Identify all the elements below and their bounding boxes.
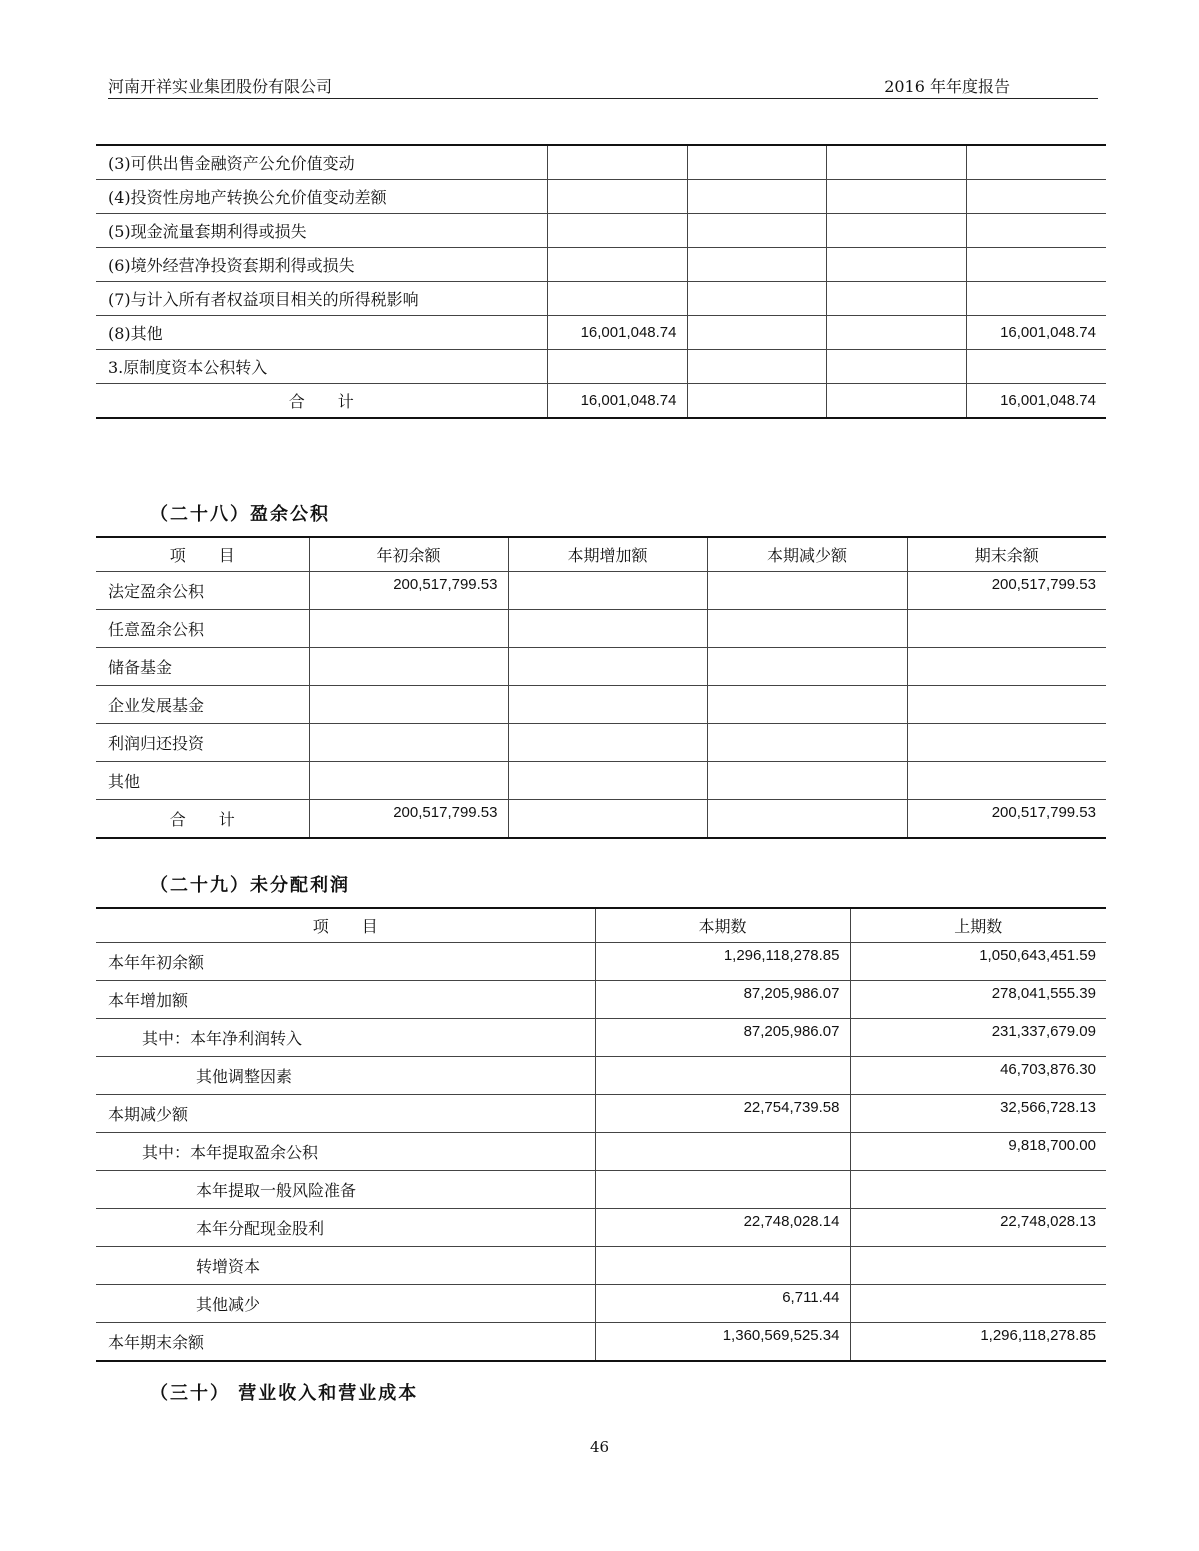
table-row bbox=[96, 1247, 1106, 1285]
table-row bbox=[96, 1285, 1106, 1323]
cell-value bbox=[826, 316, 966, 350]
table-header-row bbox=[96, 908, 1106, 943]
cell-value bbox=[850, 1247, 1106, 1285]
row-label: (6)境外经营净投资套期利得或损失 bbox=[96, 248, 547, 282]
cell-value: 278,041,555.39 bbox=[850, 981, 1106, 1019]
cell-value bbox=[309, 610, 508, 648]
cell-value bbox=[595, 1171, 850, 1209]
cell-value bbox=[826, 180, 966, 214]
cell-value bbox=[687, 248, 826, 282]
cell-value: 46,703,876.30 bbox=[850, 1057, 1106, 1095]
row-label: 转增资本 bbox=[96, 1247, 595, 1285]
table-row bbox=[96, 572, 1106, 610]
cell-value bbox=[508, 648, 707, 686]
table-row bbox=[96, 610, 1106, 648]
table-row bbox=[96, 724, 1106, 762]
cell-value bbox=[707, 648, 907, 686]
cell-value bbox=[547, 180, 687, 214]
cell-value: 32,566,728.13 bbox=[850, 1095, 1106, 1133]
cell-value bbox=[850, 1285, 1106, 1323]
cell-value: 1,296,118,278.85 bbox=[595, 943, 850, 981]
cell-value bbox=[850, 1171, 1106, 1209]
cell-value: 16,001,048.74 bbox=[547, 316, 687, 350]
cell-value bbox=[966, 214, 1106, 248]
page-number: 46 bbox=[589, 1438, 610, 1456]
cell-value bbox=[707, 800, 907, 839]
cell-value bbox=[707, 610, 907, 648]
column-header: 期末余额 bbox=[907, 537, 1106, 572]
table-row bbox=[96, 1323, 1106, 1362]
cell-value bbox=[687, 350, 826, 384]
total-row bbox=[96, 800, 1106, 839]
cell-value bbox=[547, 145, 687, 180]
cell-value bbox=[826, 384, 966, 419]
report-title: 2016 年年度报告 bbox=[884, 77, 1010, 96]
row-label: 企业发展基金 bbox=[96, 686, 309, 724]
cell-value: 200,517,799.53 bbox=[309, 800, 508, 839]
cell-value: 6,711.44 bbox=[595, 1285, 850, 1323]
column-header: 项 目 bbox=[96, 537, 309, 572]
row-label: 本年增加额 bbox=[96, 981, 595, 1019]
cell-value: 1,050,643,451.59 bbox=[850, 943, 1106, 981]
row-label: 本年分配现金股利 bbox=[96, 1209, 595, 1247]
company-name: 河南开祥实业集团股份有限公司 bbox=[108, 77, 333, 96]
table-row bbox=[96, 1133, 1106, 1171]
cell-value bbox=[966, 350, 1106, 384]
cell-value bbox=[687, 384, 826, 419]
cell-value: 16,001,048.74 bbox=[547, 384, 687, 419]
column-header: 上期数 bbox=[850, 908, 1106, 943]
table-row bbox=[96, 762, 1106, 800]
cell-value bbox=[707, 762, 907, 800]
row-label: 任意盈余公积 bbox=[96, 610, 309, 648]
cell-value: 16,001,048.74 bbox=[966, 384, 1106, 419]
total-label: 合 计 bbox=[96, 800, 309, 839]
row-label: 法定盈余公积 bbox=[96, 572, 309, 610]
cell-value: 22,754,739.58 bbox=[595, 1095, 850, 1133]
cell-value bbox=[687, 282, 826, 316]
row-label: 本年年初余额 bbox=[96, 943, 595, 981]
table-row bbox=[96, 1171, 1106, 1209]
row-label: 其他 bbox=[96, 762, 309, 800]
table-row bbox=[96, 1019, 1106, 1057]
row-label: 其他减少 bbox=[96, 1285, 595, 1323]
cell-value bbox=[508, 610, 707, 648]
column-header: 年初余额 bbox=[309, 537, 508, 572]
cell-value bbox=[966, 248, 1106, 282]
column-header: 项 目 bbox=[96, 908, 595, 943]
row-label: 利润归还投资 bbox=[96, 724, 309, 762]
cell-value bbox=[826, 145, 966, 180]
cell-value bbox=[907, 762, 1106, 800]
cell-value: 1,296,118,278.85 bbox=[850, 1323, 1106, 1362]
cell-value: 22,748,028.14 bbox=[595, 1209, 850, 1247]
table-row bbox=[96, 282, 1106, 316]
capital-reserve-table bbox=[96, 144, 1106, 419]
table-row bbox=[96, 686, 1106, 724]
cell-value bbox=[966, 180, 1106, 214]
cell-value bbox=[907, 610, 1106, 648]
cell-value: 200,517,799.53 bbox=[907, 572, 1106, 610]
table-row bbox=[96, 648, 1106, 686]
column-header: 本期增加额 bbox=[508, 537, 707, 572]
cell-value bbox=[907, 724, 1106, 762]
cell-value bbox=[826, 282, 966, 316]
total-row bbox=[96, 384, 1106, 419]
cell-value bbox=[547, 350, 687, 384]
cell-value bbox=[547, 248, 687, 282]
cell-value bbox=[687, 214, 826, 248]
undistributed-profit-table bbox=[96, 907, 1106, 1362]
cell-value bbox=[826, 350, 966, 384]
table-row bbox=[96, 1057, 1106, 1095]
cell-value bbox=[707, 724, 907, 762]
cell-value bbox=[907, 648, 1106, 686]
cell-value bbox=[687, 316, 826, 350]
row-label: 储备基金 bbox=[96, 648, 309, 686]
row-label: (8)其他 bbox=[96, 316, 547, 350]
cell-value bbox=[508, 800, 707, 839]
row-label: (3)可供出售金融资产公允价值变动 bbox=[96, 145, 547, 180]
cell-value: 200,517,799.53 bbox=[907, 800, 1106, 839]
cell-value bbox=[595, 1057, 850, 1095]
cell-value: 9,818,700.00 bbox=[850, 1133, 1106, 1171]
table-row bbox=[96, 943, 1106, 981]
table-row bbox=[96, 248, 1106, 282]
table-row bbox=[96, 350, 1106, 384]
row-label: 其中：本年净利润转入 bbox=[96, 1019, 595, 1057]
cell-value bbox=[595, 1133, 850, 1171]
table-row bbox=[96, 145, 1106, 180]
cell-value: 231,337,679.09 bbox=[850, 1019, 1106, 1057]
table-row bbox=[96, 981, 1106, 1019]
cell-value bbox=[907, 686, 1106, 724]
table-row bbox=[96, 180, 1106, 214]
cell-value bbox=[508, 724, 707, 762]
page-header bbox=[108, 68, 1098, 99]
cell-value bbox=[508, 572, 707, 610]
row-label: 其中：本年提取盈余公积 bbox=[96, 1133, 595, 1171]
row-label: (4)投资性房地产转换公允价值变动差额 bbox=[96, 180, 547, 214]
column-header: 本期数 bbox=[595, 908, 850, 943]
column-header: 本期减少额 bbox=[707, 537, 907, 572]
section-title-undistributed-profit: （二十九）未分配利润 bbox=[150, 875, 350, 896]
row-label: 本年期末余额 bbox=[96, 1323, 595, 1362]
cell-value bbox=[966, 282, 1106, 316]
cell-value bbox=[687, 145, 826, 180]
row-label: (5)现金流量套期利得或损失 bbox=[96, 214, 547, 248]
surplus-reserve-table bbox=[96, 536, 1106, 839]
cell-value: 87,205,986.07 bbox=[595, 1019, 850, 1057]
cell-value bbox=[595, 1247, 850, 1285]
cell-value: 16,001,048.74 bbox=[966, 316, 1106, 350]
table-row bbox=[96, 214, 1106, 248]
table-row bbox=[96, 316, 1106, 350]
cell-value: 87,205,986.07 bbox=[595, 981, 850, 1019]
cell-value: 1,360,569,525.34 bbox=[595, 1323, 850, 1362]
cell-value bbox=[508, 686, 707, 724]
cell-value: 22,748,028.13 bbox=[850, 1209, 1106, 1247]
cell-value bbox=[547, 214, 687, 248]
table-row bbox=[96, 1209, 1106, 1247]
section-title-surplus-reserve: （二十八）盈余公积 bbox=[150, 504, 330, 525]
table-row bbox=[96, 1095, 1106, 1133]
cell-value bbox=[966, 145, 1106, 180]
cell-value bbox=[309, 762, 508, 800]
cell-value bbox=[309, 648, 508, 686]
total-label: 合 计 bbox=[96, 384, 547, 419]
row-label: (7)与计入所有者权益项目相关的所得税影响 bbox=[96, 282, 547, 316]
row-label: 3.原制度资本公积转入 bbox=[96, 350, 547, 384]
cell-value: 200,517,799.53 bbox=[309, 572, 508, 610]
table-header-row bbox=[96, 537, 1106, 572]
row-label: 本年提取一般风险准备 bbox=[96, 1171, 595, 1209]
section-title-revenue-cost: （三十） 营业收入和营业成本 bbox=[150, 1383, 419, 1404]
cell-value bbox=[309, 724, 508, 762]
cell-value bbox=[547, 282, 687, 316]
cell-value bbox=[508, 762, 707, 800]
cell-value bbox=[687, 180, 826, 214]
row-label: 其他调整因素 bbox=[96, 1057, 595, 1095]
cell-value bbox=[707, 686, 907, 724]
cell-value bbox=[826, 248, 966, 282]
cell-value bbox=[707, 572, 907, 610]
cell-value bbox=[826, 214, 966, 248]
cell-value bbox=[309, 686, 508, 724]
row-label: 本期减少额 bbox=[96, 1095, 595, 1133]
